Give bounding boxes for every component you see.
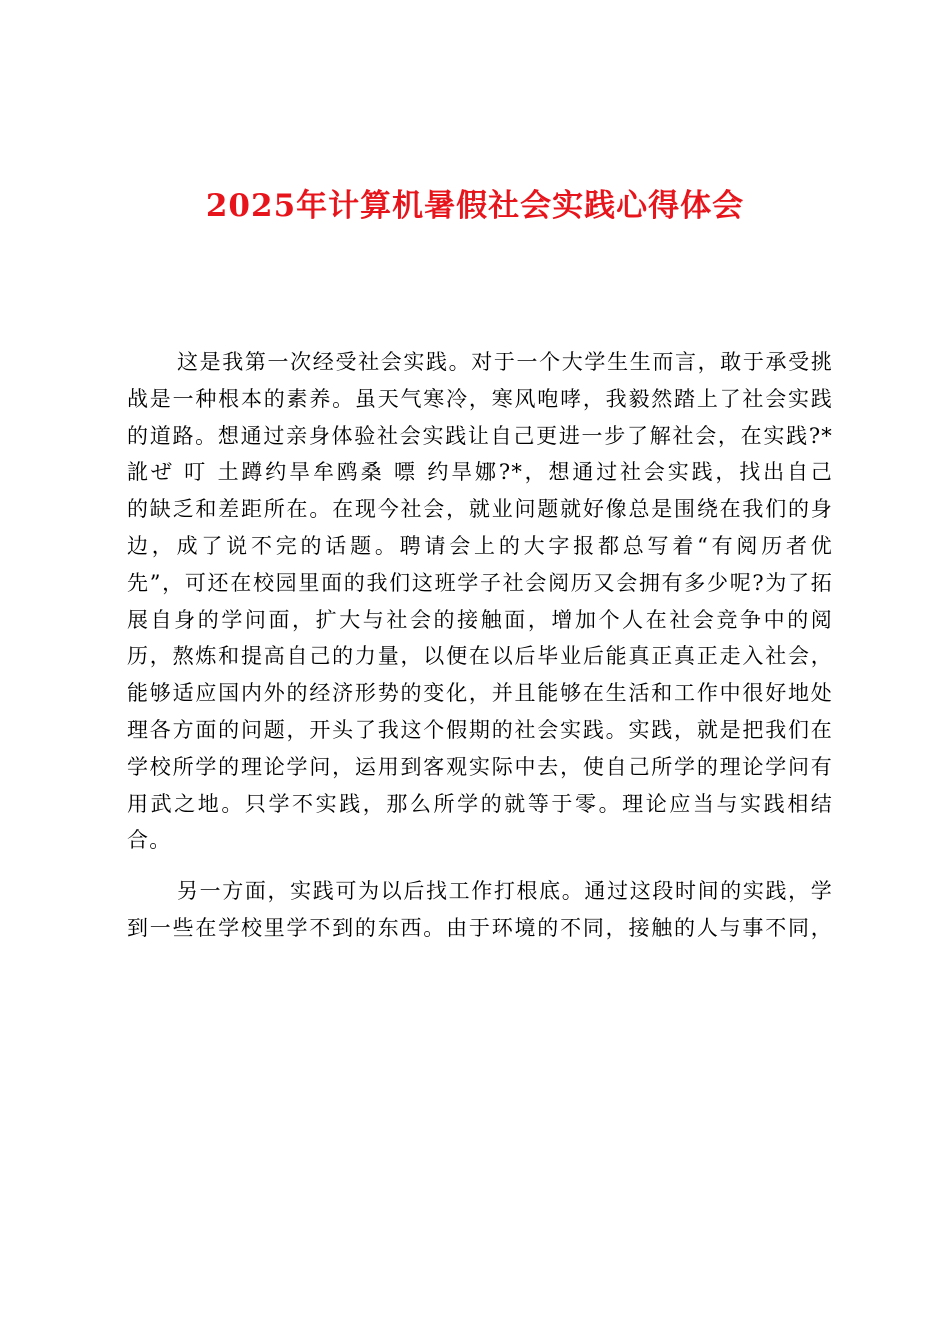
paragraph-1 [127, 344, 833, 859]
text-line: 学校所学的理论学问，运用到客观实际中去，使自己所学的理论学问有 [127, 754, 833, 779]
document-title: 2025年计算机暑假社会实践心得体会 [205, 188, 745, 224]
text-line: 展自身的学问面，扩大与社会的接触面，增加个人在社会竞争中的阅 [127, 607, 833, 632]
text-line: 另一方面，实践可为以后找工作打根底。通过这段时间的实践，学 [177, 879, 833, 904]
text-line: 理各方面的问题，开头了我这个假期的社会实践。实践，就是把我们在 [127, 717, 833, 742]
text-line: 合。 [127, 828, 172, 853]
text-line: 到一些在学校里学不到的东西。由于环境的不同，接触的人与事不同， [127, 915, 833, 940]
text-line: 这是我第一次经受社会实践。对于一个大学生生而言，敢于承受挑 [177, 350, 833, 374]
text-line: 訛ぜ 叮 土蹲约旱牟鸥桑 嘌 约旱娜?*，想通过社会实践，找出自己 [127, 460, 833, 485]
text-line: 先”，可还在校园里面的我们这班学子社会阅历又会拥有多少呢?为了拓 [127, 570, 833, 595]
text-line: 战是一种根本的素养。虽天气寒冷，寒风咆哮，我毅然踏上了社会实践 [127, 386, 833, 411]
text-line: 的道路。想通过亲身体验社会实践让自己更进一步了解社会，在实践?* [127, 423, 833, 448]
text-line: 用武之地。只学不实践，那么所学的就等于零。理论应当与实践相结 [127, 791, 833, 816]
paragraph-2 [127, 873, 833, 947]
text-line: 历，熬炼和提高自己的力量，以便在以后毕业后能真正真正走入社会， [127, 644, 833, 669]
text-line: 边，成了说不完的话题。聘请会上的大字报都总写着“有阅历者优 [127, 533, 833, 558]
document-body [127, 344, 833, 947]
text-line: 的缺乏和差距所在。在现今社会，就业问题就好像总是围绕在我们的身 [127, 497, 833, 522]
text-line: 能够适应国内外的经济形势的变化，并且能够在生活和工作中很好地处 [127, 681, 833, 706]
